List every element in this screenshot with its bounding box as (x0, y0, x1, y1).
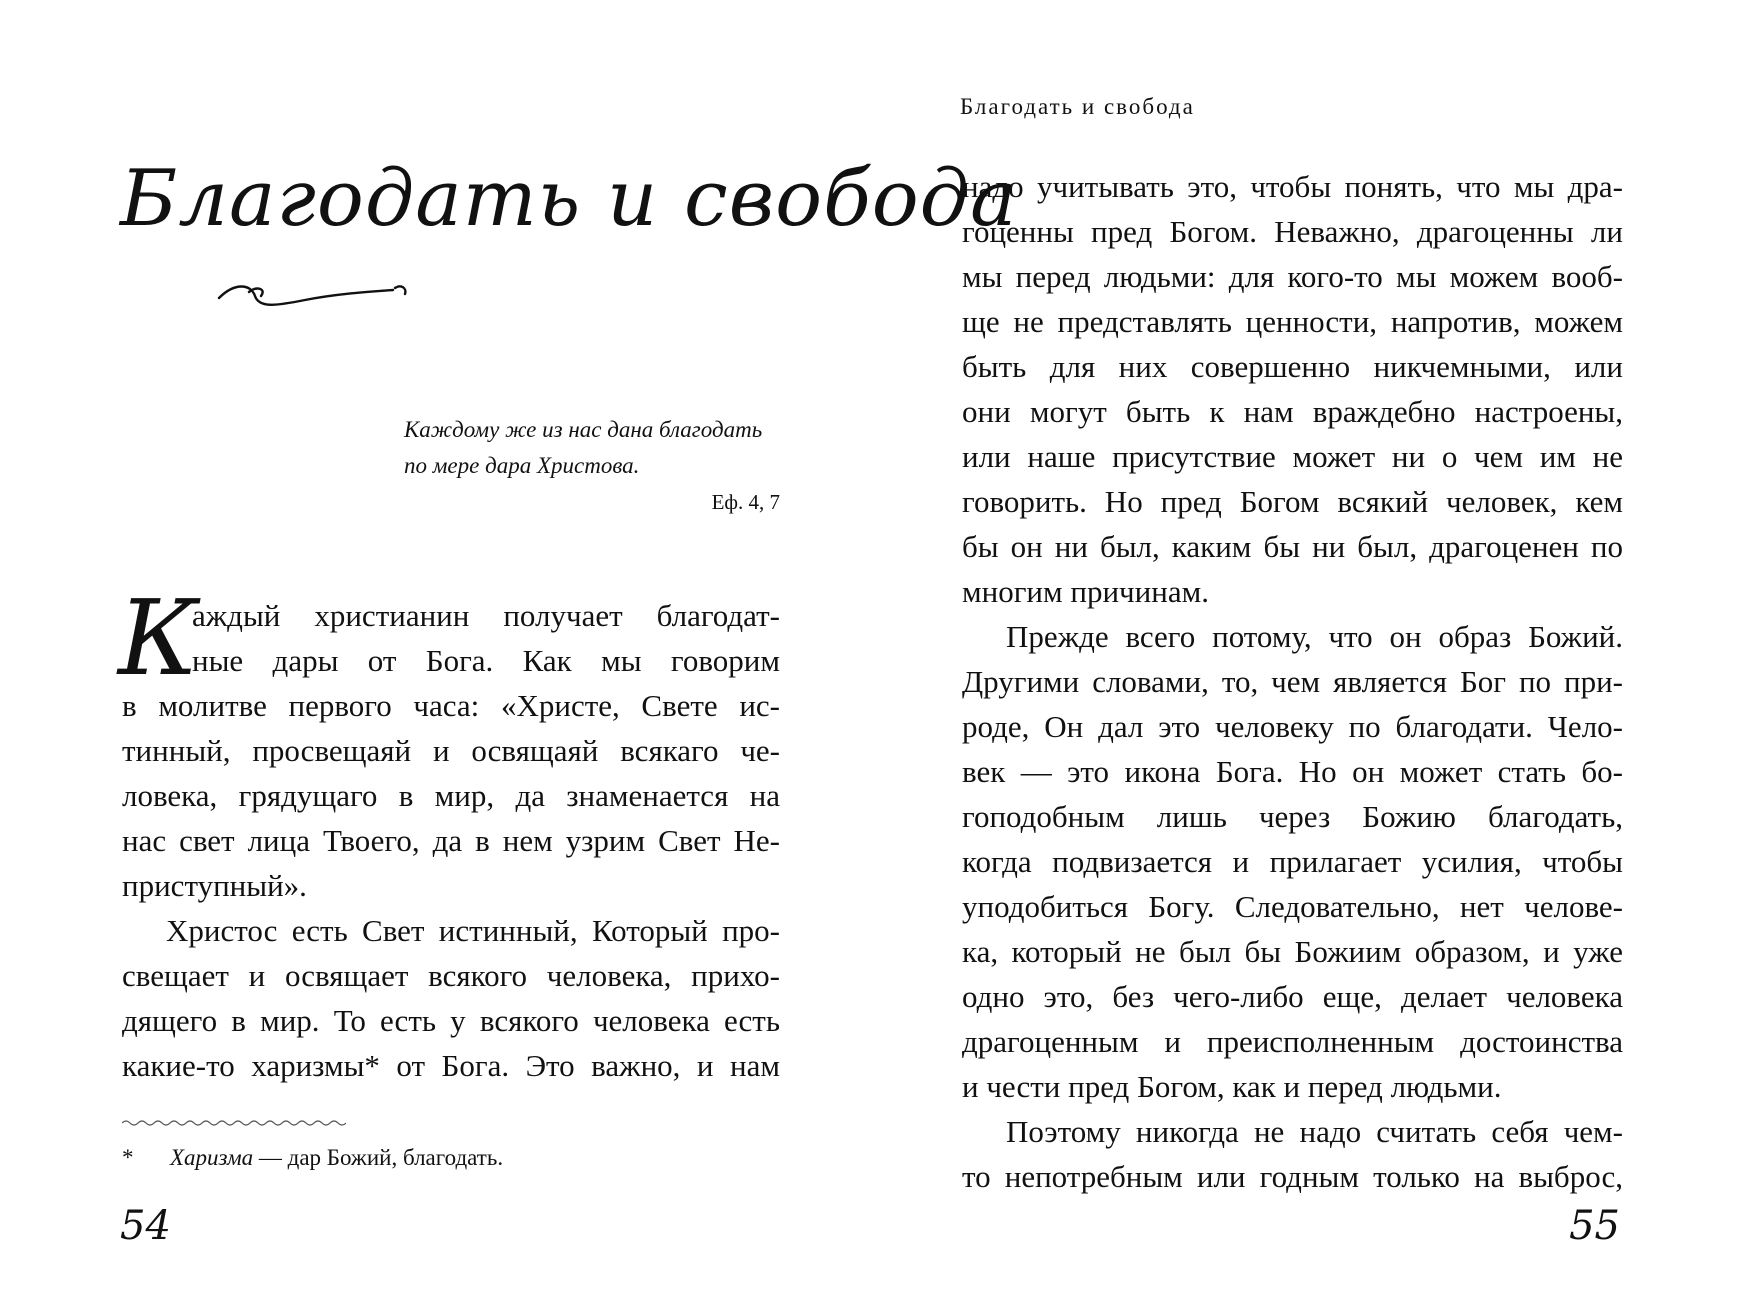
body-line: одно это, без чего-либо еще, делает человека (962, 979, 1623, 1014)
body-line: когда подвизается и прилагает усилия, чтобы (962, 844, 1623, 879)
epigraph-line: по мере дара Христова. (404, 453, 640, 478)
epigraph (404, 412, 784, 484)
body-line: говорить. Но пред Богом всякий человек, кем (962, 484, 1623, 519)
epigraph-reference: Еф. 4, 7 (711, 490, 780, 514)
body-line: уподобиться Богу. Следовательно, нет челове- (962, 889, 1623, 924)
page-number-right: 55 (1569, 1203, 1620, 1249)
body-line: Прежде всего потому, что он образ Божий. (1006, 619, 1623, 654)
running-head: Благодать и свобода (960, 94, 1195, 119)
body-line: то непотребным или годным только на выброс, (962, 1159, 1623, 1194)
body-line: роде, Он дал это человеку по благодати. Чело- (962, 709, 1623, 744)
page-number-left: 54 (120, 1203, 171, 1249)
drop-cap: К (118, 577, 199, 699)
body-line: свещает и освящает всякого человека, прихо- (122, 958, 780, 993)
footnote-term: Харизма (170, 1145, 254, 1170)
left-body-text (122, 593, 780, 1088)
footnote-definition: — дар Божий, благодать. (253, 1145, 504, 1170)
body-line: тинный, просвещаяй и освящаяй всякаго че- (122, 733, 780, 768)
body-line: драгоценным и преисполненным достоинства (962, 1024, 1623, 1059)
body-line: бы он ни был, каким бы ни был, драгоценен по (962, 529, 1623, 564)
footnote-divider (122, 1118, 346, 1128)
body-line: гоподобным лишь через Божию благодать, (962, 799, 1623, 834)
body-line: или наше присутствие может ни о чем им не (962, 439, 1623, 474)
epigraph-line: Каждому же из нас дана благодать (404, 417, 763, 442)
body-line: многим причинам. (962, 574, 1209, 609)
body-line: мы перед людьми: для кого-то мы можем вооб- (962, 259, 1623, 294)
footnote-marker: * (122, 1145, 134, 1170)
body-line: надо учитывать это, чтобы понять, что мы дра- (962, 169, 1623, 204)
body-line: какие-то харизмы* от Бога. Это важно, и нам (122, 1048, 780, 1083)
body-line: ловека, грядущаго в мир, да знаменается на (122, 778, 780, 813)
body-line: приступный». (122, 868, 307, 903)
body-line: нас свет лица Твоего, да в нем узрим Свет Не- (122, 823, 780, 858)
right-body-text (962, 164, 1623, 1199)
footnote (122, 1140, 722, 1176)
body-line: ще не представлять ценности, напротив, можем (962, 304, 1623, 339)
body-line: Христос есть Свет истинный, Который про- (166, 913, 780, 948)
body-line: век — это икона Бога. Но он может стать бо- (962, 754, 1623, 789)
chapter-title: Благодать и свобода (120, 154, 1018, 244)
body-line: Другими словами, то, чем является Бог по при- (962, 664, 1623, 699)
body-line: дящего в мир. То есть у всякого человека есть (122, 1003, 780, 1038)
body-line: быть для них совершенно никчемными, или (962, 349, 1623, 384)
body-line: в молитве первого часа: «Христе, Свете ис- (122, 688, 780, 723)
body-line: они могут быть к нам враждебно настроены, (962, 394, 1623, 429)
body-line: Поэтому никогда не надо считать себя чем- (1006, 1114, 1623, 1149)
body-line: ка, который не был бы Божиим образом, и уже (962, 934, 1623, 969)
body-line: аждый христианин получает благодат- (192, 598, 780, 633)
body-line: гоценны пред Богом. Неважно, драгоценны ли (962, 214, 1623, 249)
body-line: и чести пред Богом, как и перед людьми. (962, 1069, 1502, 1104)
body-line: ные дары от Бога. Как мы говорим (192, 643, 780, 678)
title-flourish-ornament (215, 278, 415, 314)
